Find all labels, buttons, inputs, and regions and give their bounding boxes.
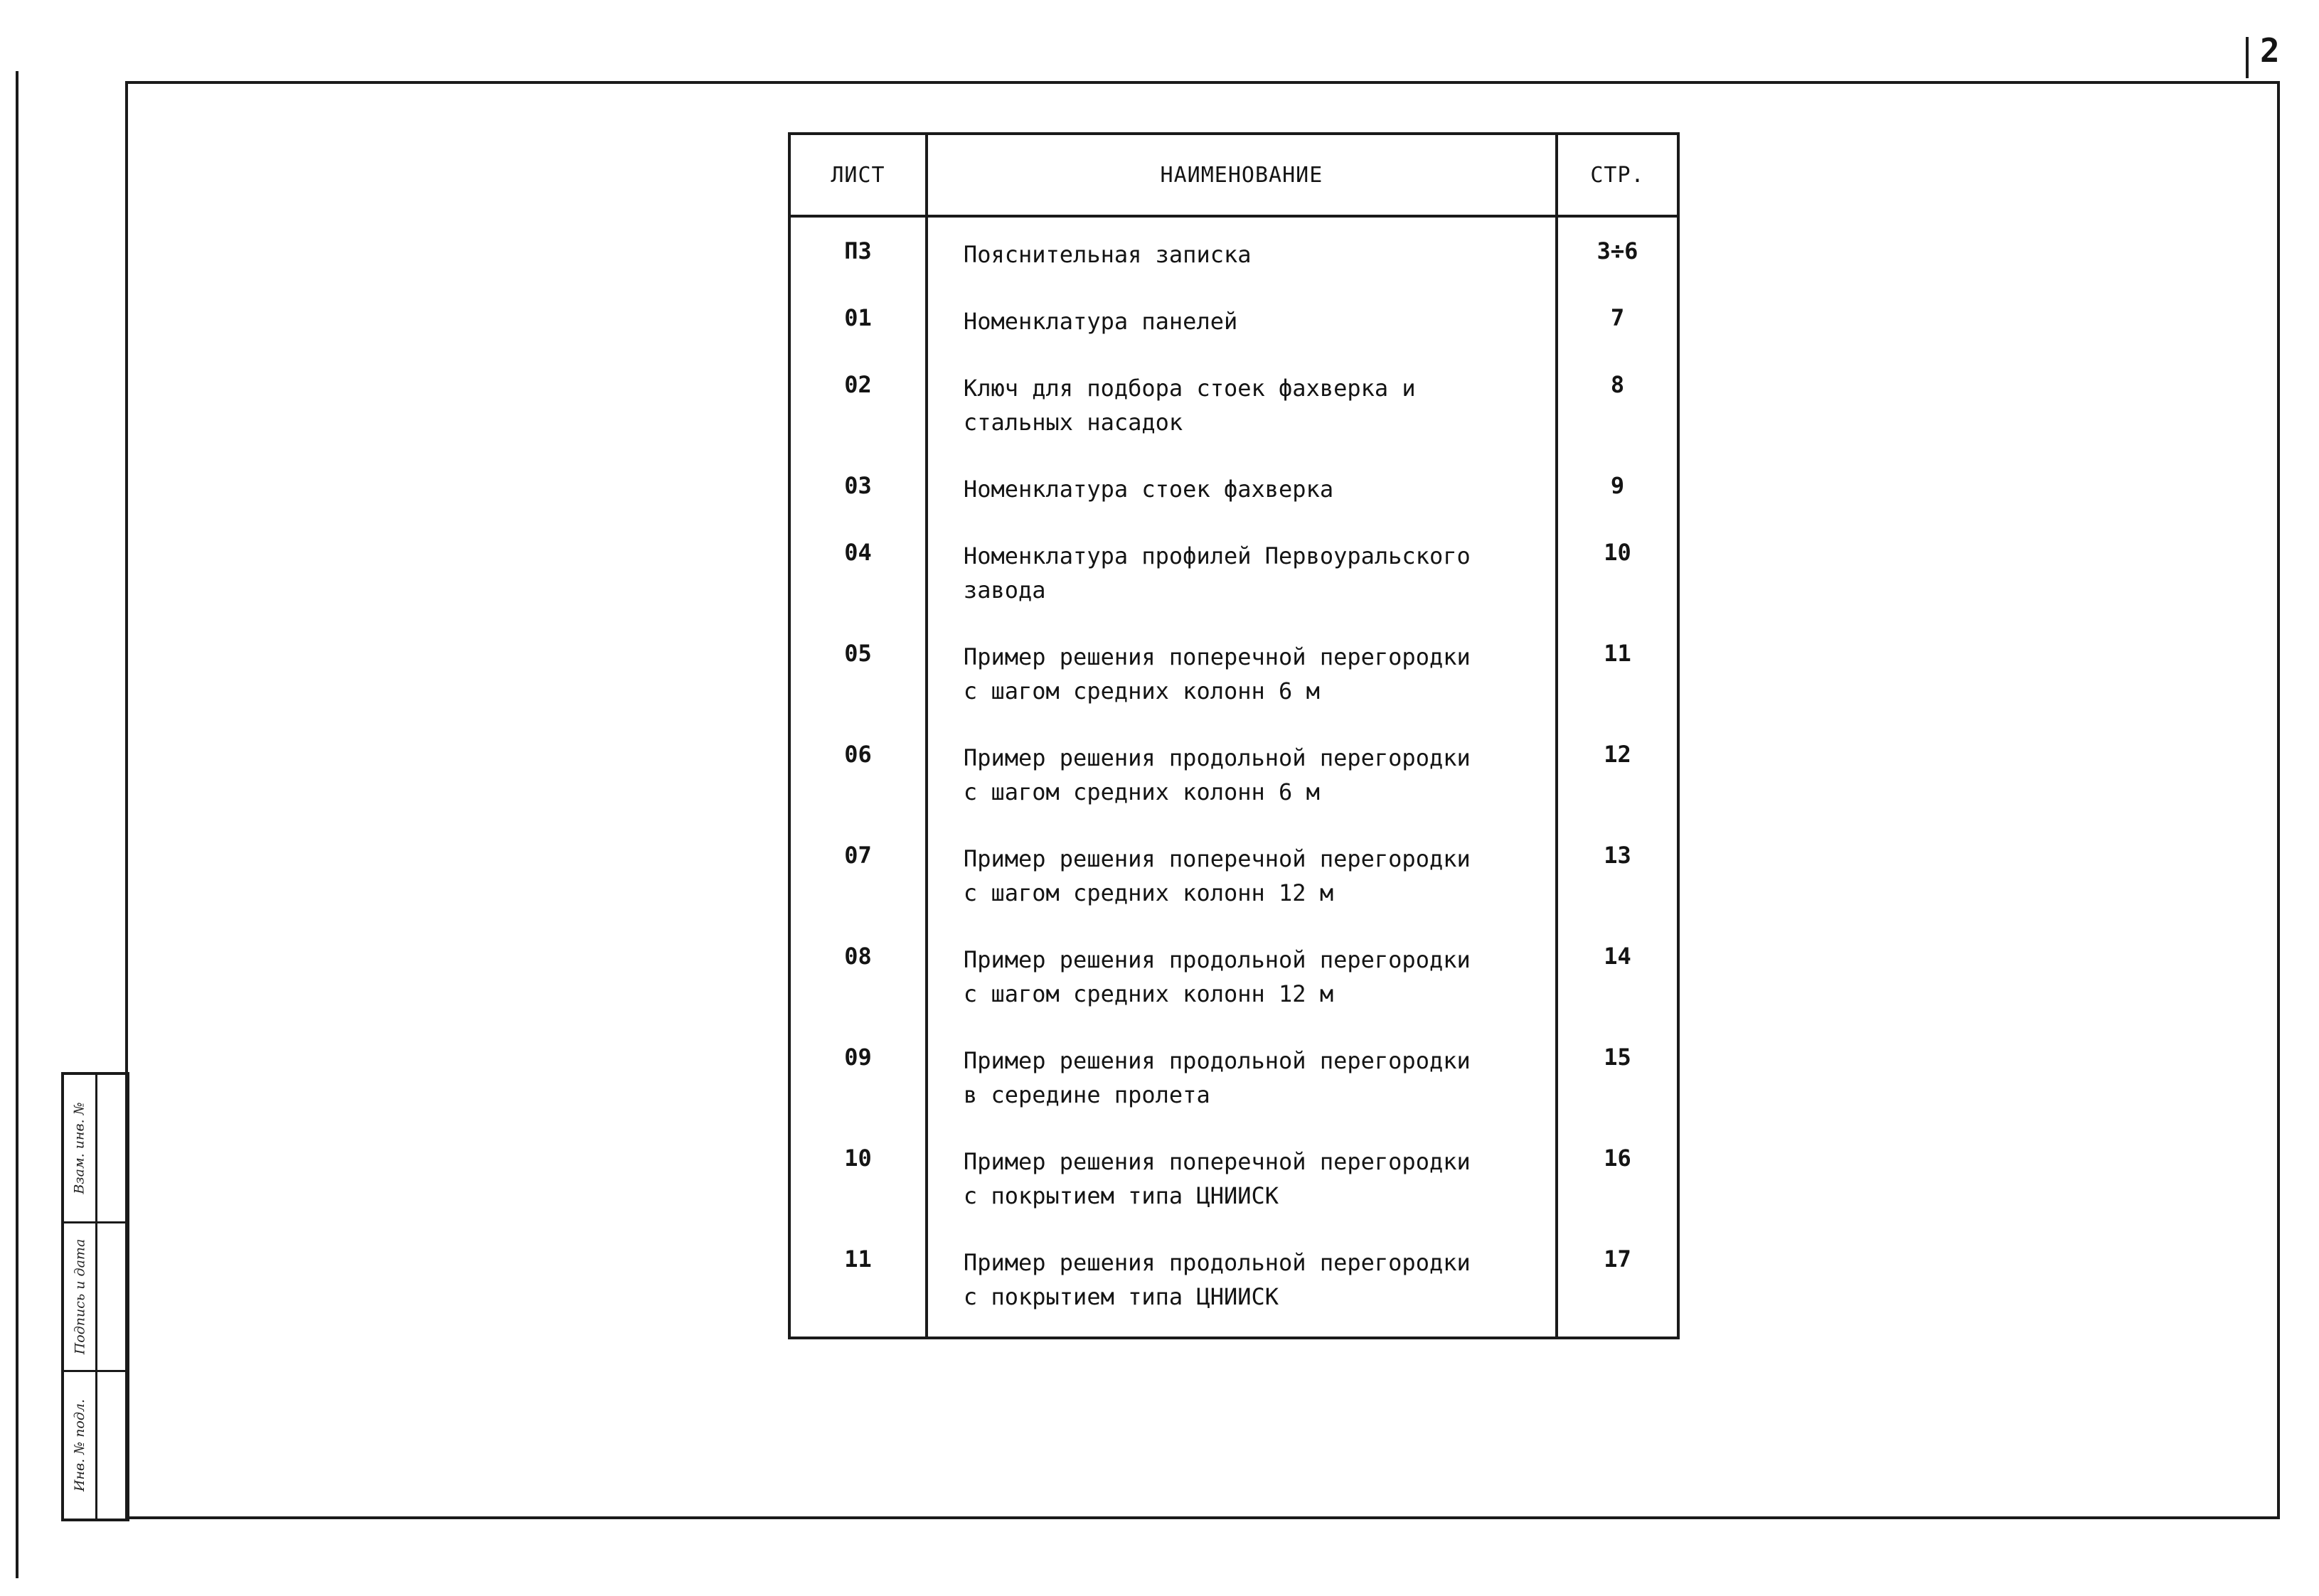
stamp-label-inventory: Инв. № подл. [72,1398,88,1492]
table-header-row [789,134,1678,216]
table-row [789,523,1678,624]
table-row [789,1230,1678,1338]
row-page: 8 [1557,355,1678,456]
row-name: Номенклатура стоек фахверка [927,456,1557,523]
row-sheet: 03 [789,456,927,523]
stamp-cell-signature [64,1223,127,1372]
row-page: 15 [1557,1028,1678,1129]
row-page: 7 [1557,289,1678,355]
row-name: Пример решения продольной перегородки с покрытием типа ЦНИИСК [927,1230,1557,1338]
row-name: Пример решения поперечной перегородки с шагом средних колонн 6 м [927,624,1557,725]
table-row [789,216,1678,289]
table-row [789,927,1678,1028]
row-name: Пример решения поперечной перегородки с покрытием типа ЦНИИСК [927,1129,1557,1230]
row-sheet: 08 [789,927,927,1028]
stamp-label-replacement: Взам. инв. № [72,1102,88,1194]
row-name: Пояснительная записка [927,216,1557,289]
row-page: 9 [1557,456,1678,523]
contents-table [788,132,1680,1339]
row-page: 3÷6 [1557,216,1678,289]
stamp-label-signature: Подпись и дата [72,1238,88,1355]
table-row [789,624,1678,725]
row-name: Номенклатура панелей [927,289,1557,355]
left-edge-line [16,71,18,1578]
row-sheet: 11 [789,1230,927,1338]
row-sheet: 02 [789,355,927,456]
stamp-cell-inventory [64,1372,127,1519]
header-name: НАИМЕНОВАНИЕ [927,134,1557,216]
row-page: 17 [1557,1230,1678,1338]
row-name: Пример решения продольной перегородки в середине пролета [927,1028,1557,1129]
row-name: Пример решения продольной перегородки с шагом средних колонн 6 м [927,725,1557,826]
row-page: 16 [1557,1129,1678,1230]
table-row [789,1028,1678,1129]
row-page: 10 [1557,523,1678,624]
row-sheet: 09 [789,1028,927,1129]
side-stamp [61,1072,129,1521]
row-page: 14 [1557,927,1678,1028]
table-row [789,289,1678,355]
row-name: Пример решения поперечной перегородки с шагом средних колонн 12 м [927,826,1557,927]
row-sheet: 06 [789,725,927,826]
table-row [789,456,1678,523]
row-sheet: 04 [789,523,927,624]
row-page: 13 [1557,826,1678,927]
header-page: СТР. [1557,134,1678,216]
row-name: Номенклатура профилей Первоуральского завода [927,523,1557,624]
table-row [789,1129,1678,1230]
row-page: 12 [1557,725,1678,826]
table-row [789,826,1678,927]
page-number: 2 [2260,31,2280,70]
row-page: 11 [1557,624,1678,725]
row-name: Пример решения продольной перегородки с шагом средних колонн 12 м [927,927,1557,1028]
header-sheet: ЛИСТ [789,134,927,216]
row-sheet: 10 [789,1129,927,1230]
row-sheet: 05 [789,624,927,725]
page-number-tick [2246,37,2249,78]
table-row [789,355,1678,456]
table-row [789,725,1678,826]
row-sheet: ПЗ [789,216,927,289]
row-name: Ключ для подбора стоек фахверка и стальных насадок [927,355,1557,456]
row-sheet: 01 [789,289,927,355]
stamp-cell-replacement [64,1075,127,1223]
row-sheet: 07 [789,826,927,927]
